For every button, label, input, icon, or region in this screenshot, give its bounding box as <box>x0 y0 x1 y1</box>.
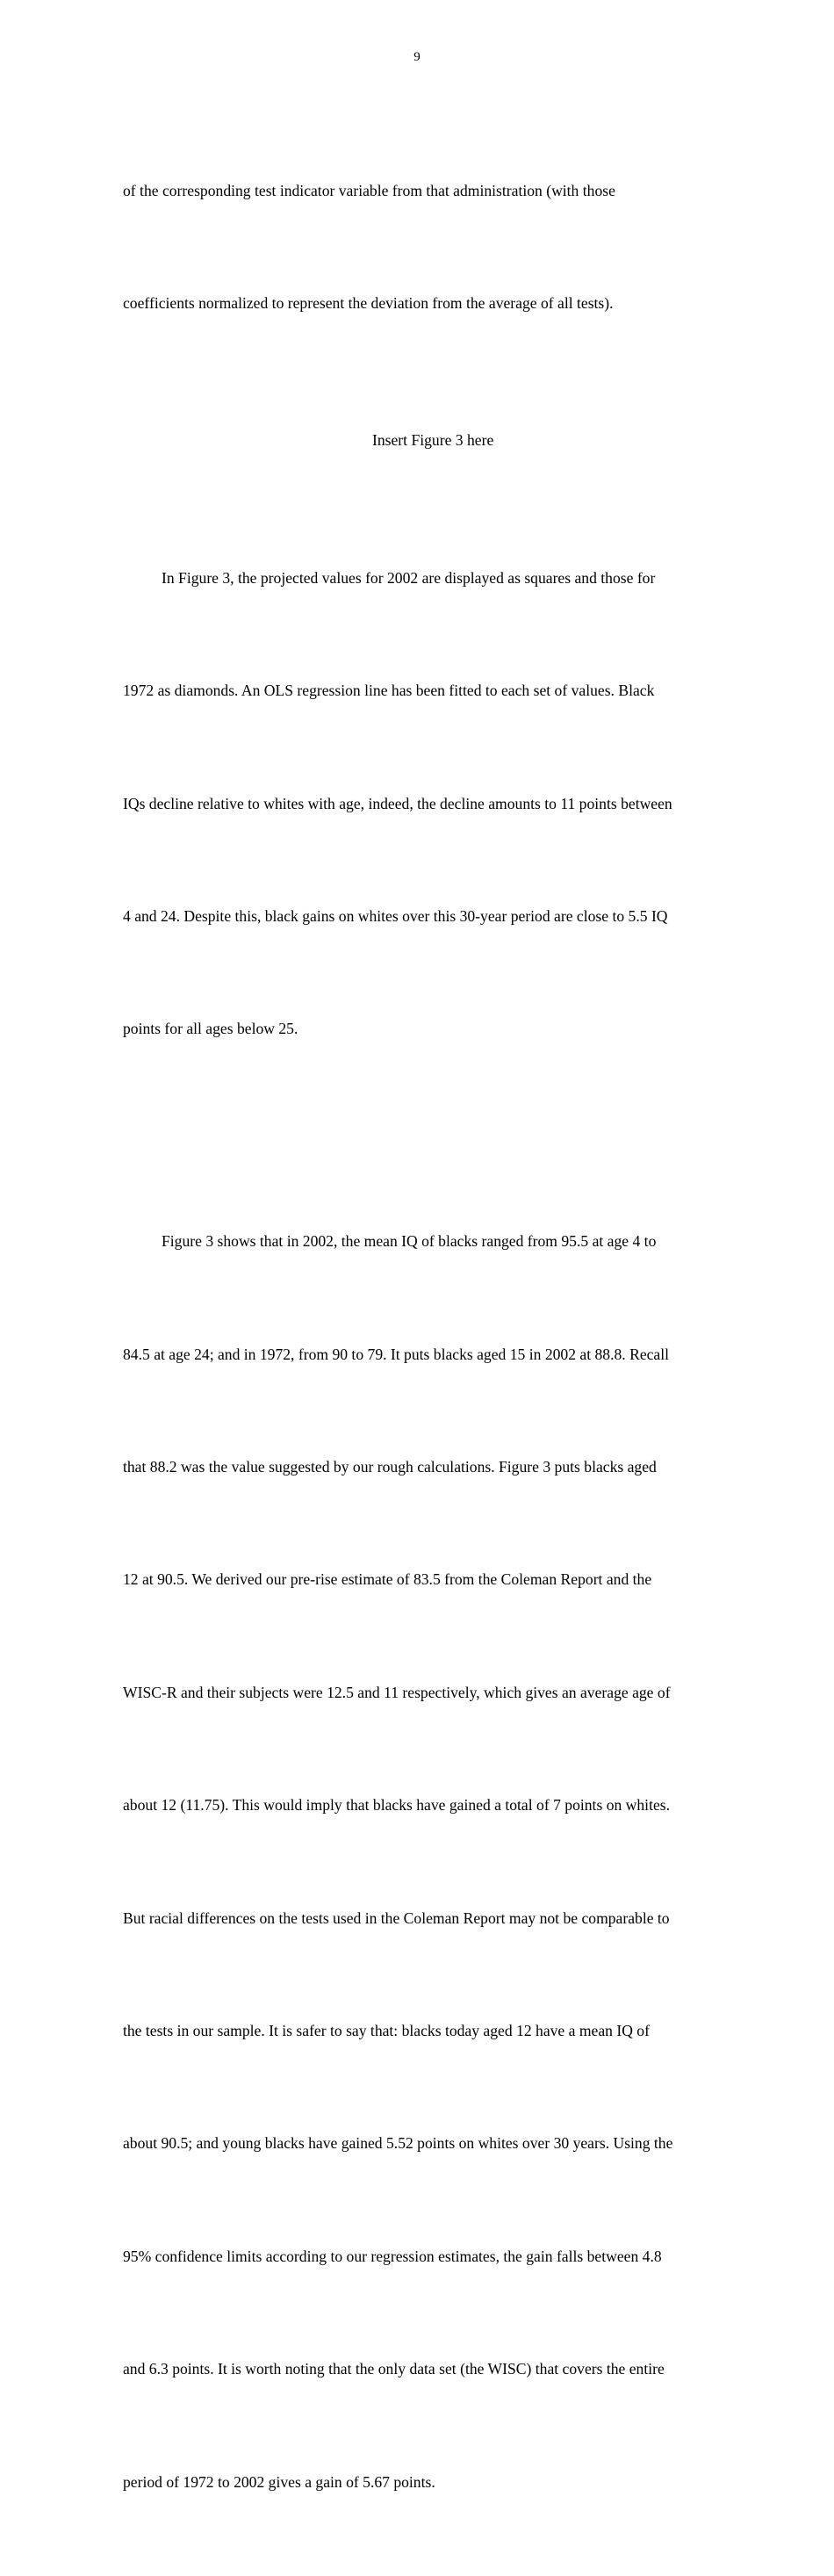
paragraph-figure-description <box>123 484 715 1123</box>
text-line: But racial differences on the tests used in the Coleman Report may not be comparable to <box>123 1909 670 1927</box>
paragraph-iq-analysis <box>123 1148 715 2576</box>
text-line: and 6.3 points. It is worth noting that the only data set (the WISC) that covers the entire <box>123 2360 665 2378</box>
paragraph-gap <box>123 459 715 484</box>
text-line: 95% confidence limits according to our regression estimates, the gain falls between 4.8 <box>123 2247 662 2265</box>
text-line: period of 1972 to 2002 gives a gain of 5.67 points. <box>123 2472 435 2491</box>
paragraph-continuation <box>123 97 715 397</box>
text-line: about 12 (11.75). This would imply that blacks have gained a total of 7 points on whites. <box>123 1796 671 1815</box>
text-line: 1972 as diamonds. An OLS regression line has been fitted to each set of values. Black <box>123 682 655 700</box>
page-number: 9 <box>413 50 421 64</box>
text-line: coefficients normalized to represent the deviation from the average of all tests). <box>123 293 614 312</box>
figure-insert-note: Insert Figure 3 here <box>372 431 494 450</box>
text-line: WISC-R and their subjects were 12.5 and 11 respectively, which gives an average age of <box>123 1683 671 1701</box>
document-body <box>123 97 715 2576</box>
paragraph-gap <box>123 1123 715 1148</box>
text-line: IQs decline relative to whites with age, indeed, the decline amounts to 11 points between <box>123 794 672 812</box>
text-line: 12 at 90.5. We derived our pre-rise estimate of 83.5 from the Coleman Report and the <box>123 1570 652 1589</box>
text-line: of the corresponding test indicator variable from that administration (with those <box>123 181 615 199</box>
text-line: 4 and 24. Despite this, black gains on whites over this 30-year period are close to 5.5 IQ <box>123 906 668 925</box>
paragraph-gap <box>123 397 715 422</box>
text-line: about 90.5; and young blacks have gained 5.52 points on whites over 30 years. Using the <box>123 2134 673 2153</box>
text-line: In Figure 3, the projected values for 2002 are displayed as squares and those for <box>162 568 656 587</box>
text-line: 84.5 at age 24; and in 1972, from 90 to 79. It puts blacks aged 15 in 2002 at 88.8. Recall <box>123 1345 670 1363</box>
text-line: Figure 3 shows that in 2002, the mean IQ of blacks ranged from 95.5 at age 4 to <box>162 1232 657 1251</box>
text-line: points for all ages below 25. <box>123 1020 298 1038</box>
text-line: that 88.2 was the value suggested by our rough calculations. Figure 3 puts blacks aged <box>123 1458 657 1476</box>
text-line: the tests in our sample. It is safer to say that: blacks today aged 12 have a mean IQ of <box>123 2022 650 2040</box>
